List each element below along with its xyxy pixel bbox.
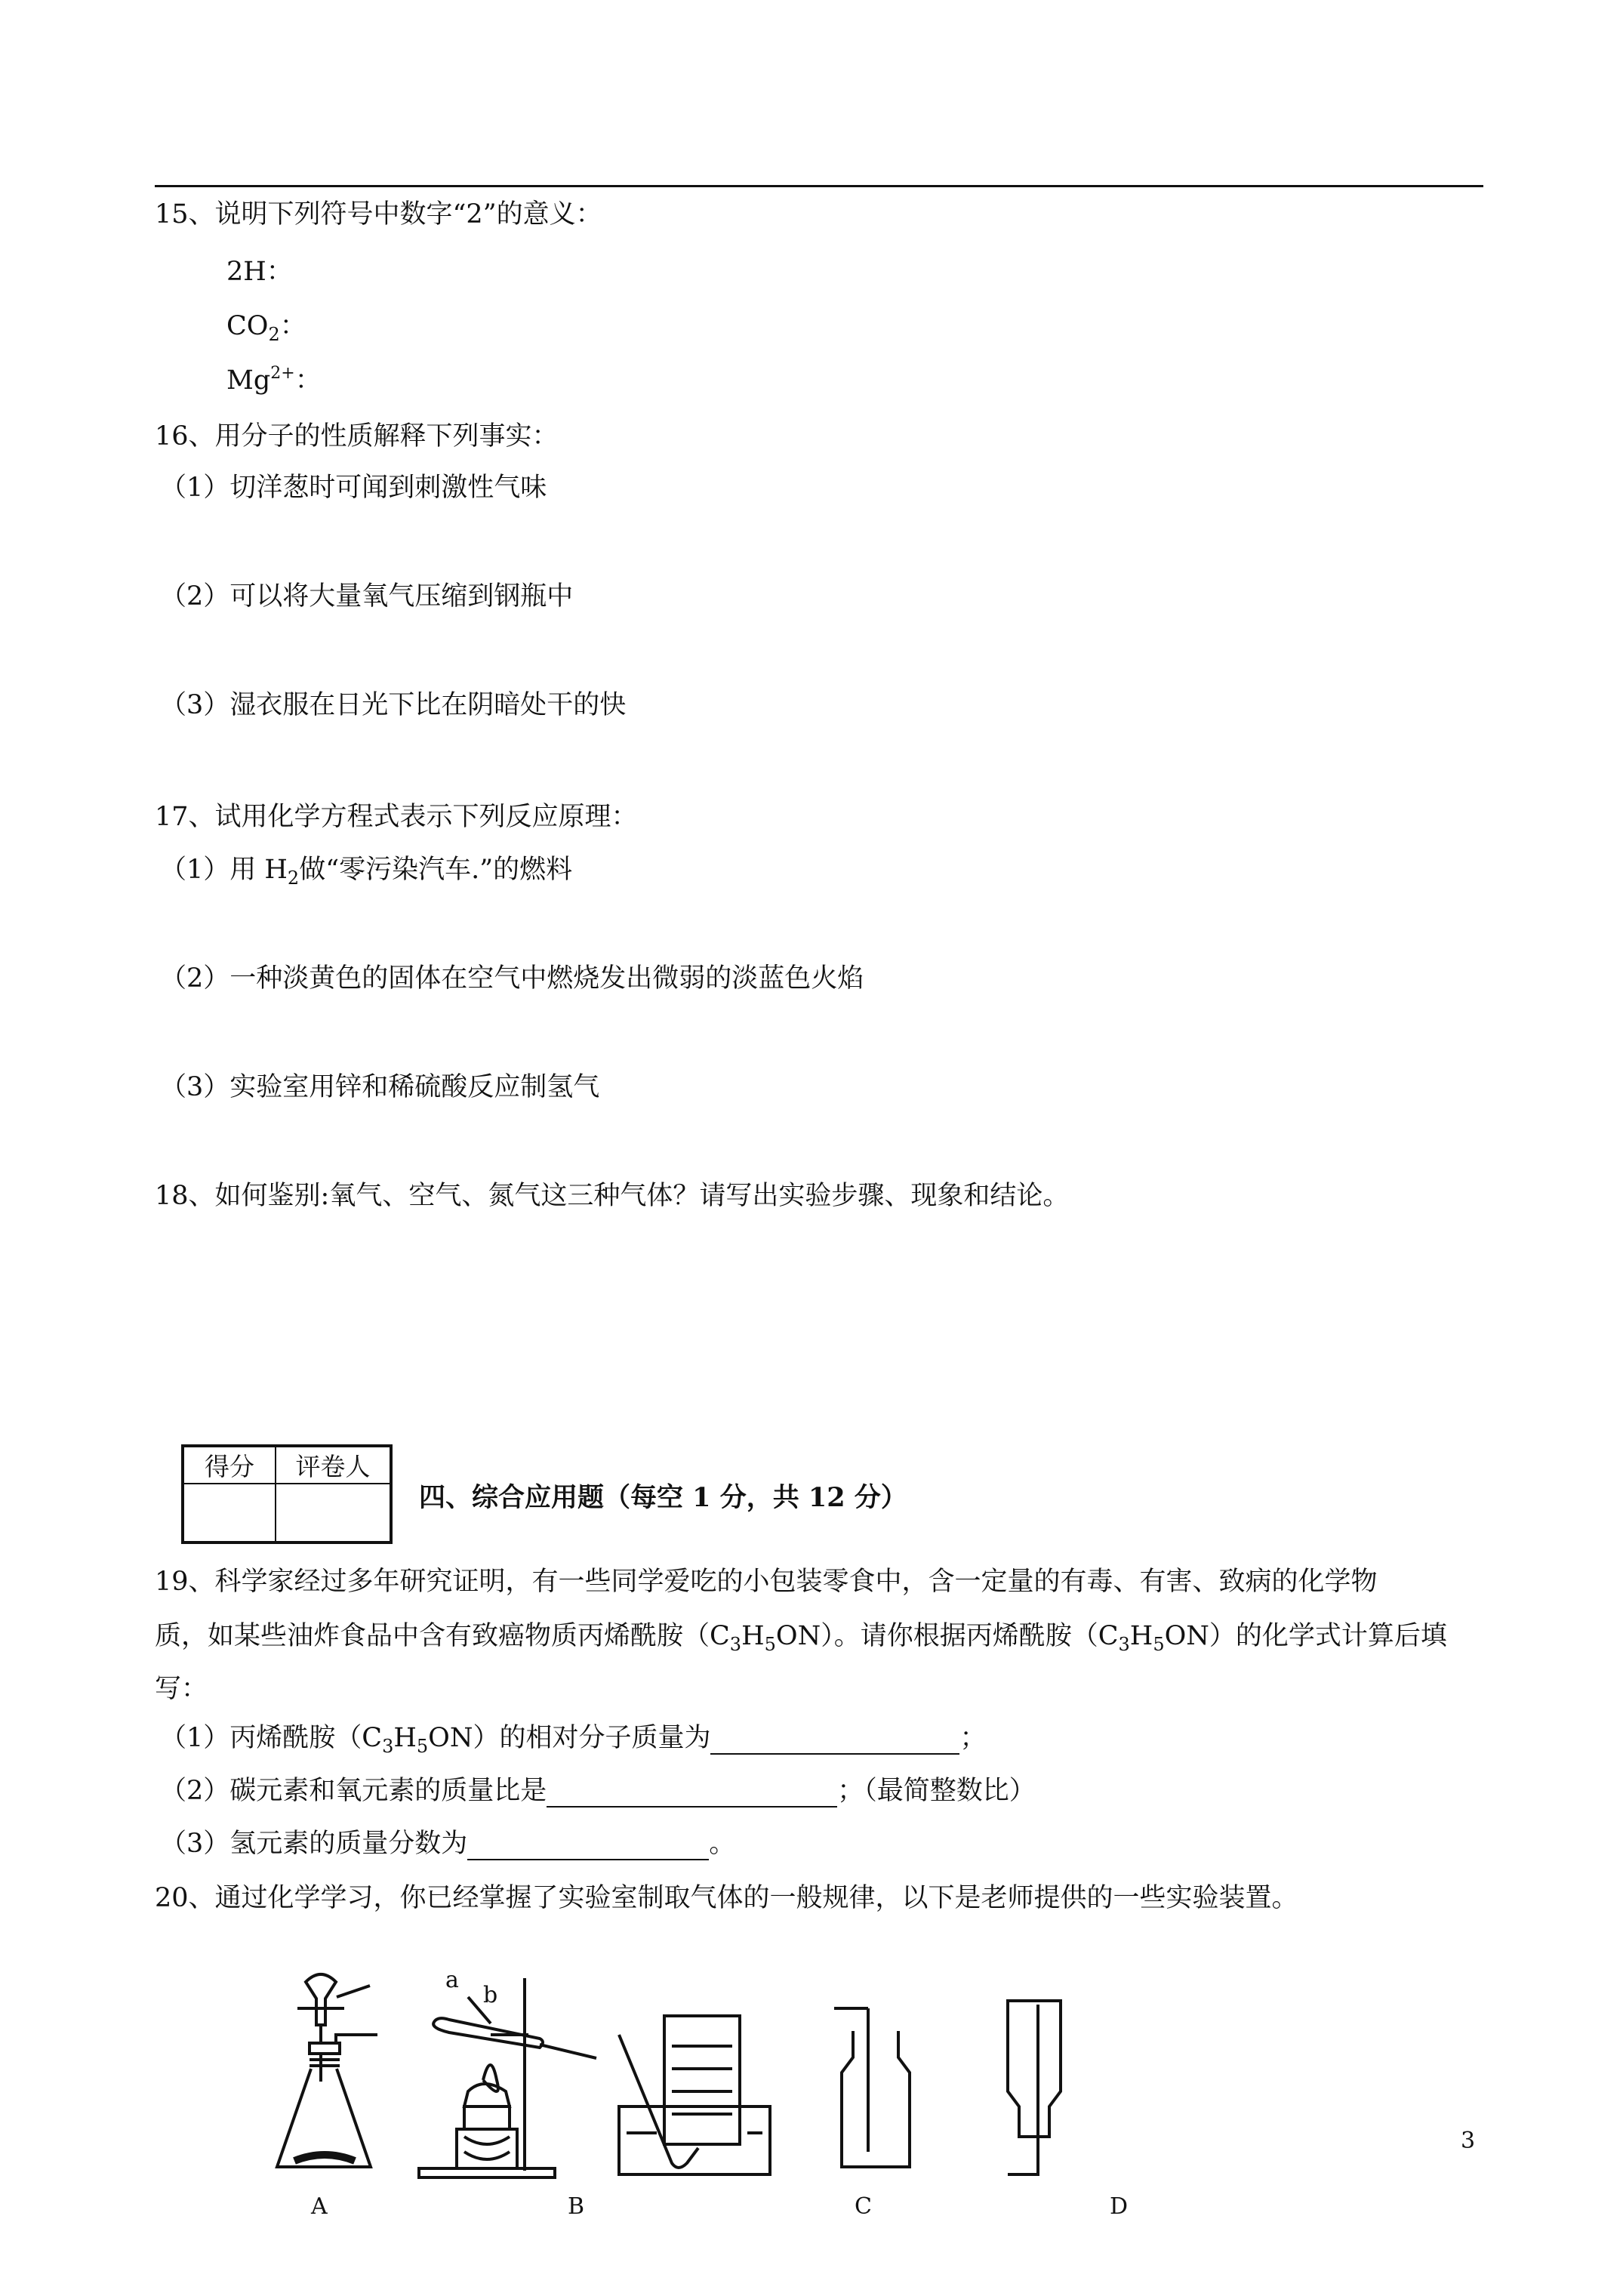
q19-part-2: （2）碳元素和氧元素的质量比是 ；（最简整数比） [160,1776,1036,1806]
q19-line-1: 19、科学家经过多年研究证明，有一些同学爱吃的小包装零食中，含一定量的有毒、有害、致病的化学物 [155,1567,1378,1597]
q15-item-mg: $Mg^{2+}$： [226,364,322,396]
label-d: D [1110,2193,1129,2220]
q19-part-1: （1）丙烯酰胺$(C_3H_5ON)$的相对分子质量为 ； [160,1723,987,1757]
q17-item-3: （3）实验室用锌和稀硫酸反应制氢气 [160,1072,600,1102]
answer-blank-3[interactable] [467,1833,709,1860]
label-c: C [855,2193,872,2220]
section4-title: 四、综合应用题（每空 1 分，共 12 分） [419,1482,907,1513]
apparatus-c [834,2008,910,2167]
q20-title: 20、通过化学学习，你已经掌握了实验室制取气体的一般规律，以下是老师提供的一些实验装置。 [155,1883,1298,1913]
header-rule [155,185,1483,187]
apparatus-d [1008,2001,1061,2174]
answer-blank-1[interactable] [710,1727,959,1755]
q16-item-3: （3）湿衣服在日光下比在阴暗处干的快 [160,690,627,720]
q16-item-2: （2）可以将大量氧气压缩到钢瓶中 [160,581,574,612]
label-a: A [311,2193,328,2220]
lab-apparatus-figure [264,1963,1132,2190]
q19-part-3: （3）氢元素的质量分数为 。 [160,1829,736,1859]
page-number: 3 [1461,2128,1476,2154]
answer-blank-2[interactable] [547,1780,837,1808]
label-b: B [568,2193,585,2220]
q17-item-1: （1）用 $H_2$做“零污染汽车.”的燃料 [160,855,573,889]
apparatus-a [277,1974,377,2167]
q15-item-co2: $CO_2$： [226,311,306,345]
label-part-b: b [483,1982,498,2008]
score-header: 得分 [183,1446,276,1484]
label-part-a: a [445,1967,459,1993]
score-table [181,1444,393,1544]
q19-line-2: 质，如某些油炸食品中含有致癌物质丙烯酰胺$(C_3H_5ON)$。请你根据丙烯酰胺$(C_3H_5ON)$的化学式计算后填 [155,1621,1447,1655]
apparatus-b [419,1978,596,2177]
score-cell [183,1484,276,1542]
q18-title: 18、如何鉴别:氧气、空气、氮气这三种气体？请写出实验步骤、现象和结论。 [155,1181,1070,1211]
q17-title: 17、试用化学方程式表示下列反应原理： [155,802,638,832]
apparatus-water-trough [619,2016,770,2174]
q16-item-1: （1）切洋葱时可闻到刺激性气味 [160,473,547,503]
q15-title: 15、说明下列符号中数字“2”的意义： [155,199,602,230]
q19-line-3: 写： [155,1674,208,1704]
q15-item-2h: 2H： [226,257,293,287]
grader-header: 评卷人 [276,1446,391,1484]
q16-title: 16、用分子的性质解释下列事实： [155,421,559,451]
q17-item-2: （2）一种淡黄色的固体在空气中燃烧发出微弱的淡蓝色火焰 [160,963,864,994]
grader-cell [276,1484,391,1542]
